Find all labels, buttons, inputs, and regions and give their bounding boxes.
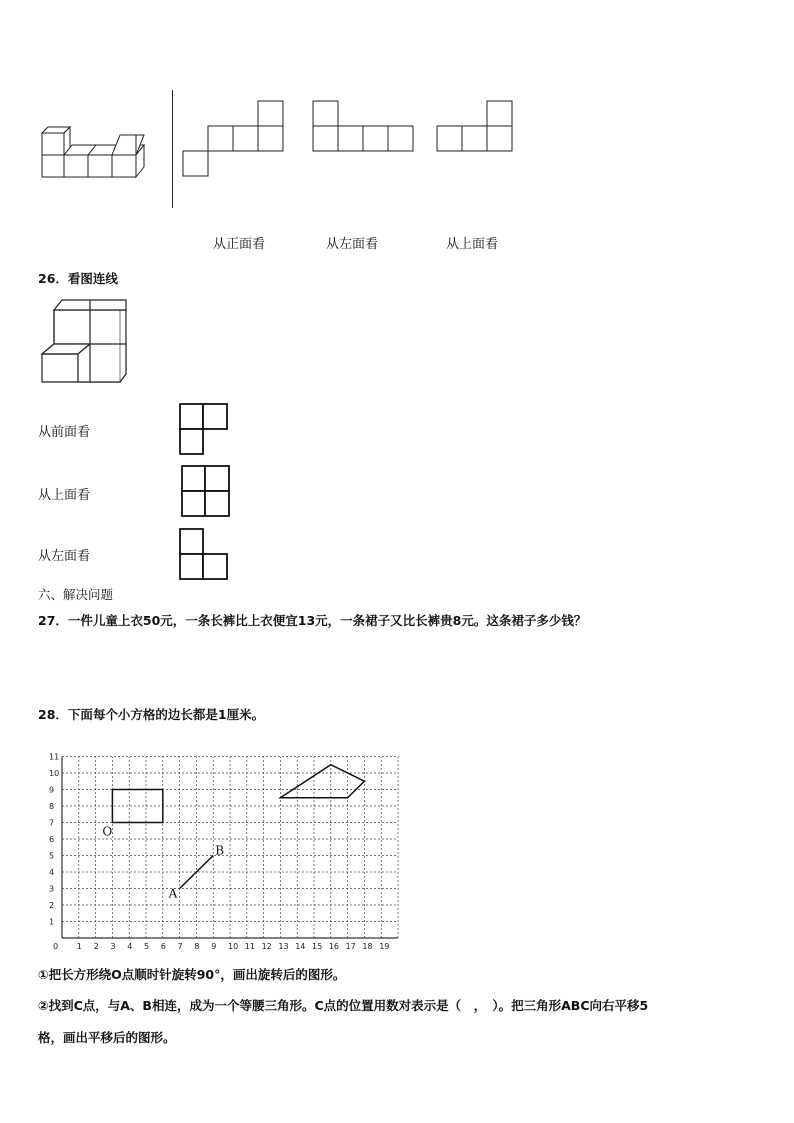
q26-label-top: 从上面看 <box>38 488 91 503</box>
q26-label-front: 从前面看 <box>38 425 91 440</box>
x-tick-label: 19 <box>379 942 390 951</box>
q26-view-top <box>182 466 232 518</box>
y-tick-label: 4 <box>49 868 55 877</box>
q26-view-left <box>180 529 230 581</box>
y-tick-label: 9 <box>49 785 55 795</box>
q25-view-front <box>183 101 283 177</box>
x-tick-label: 9 <box>211 942 217 951</box>
x-tick-label: 11 <box>244 942 255 951</box>
x-tick-label: 1 <box>76 942 82 951</box>
x-tick-label: 0 <box>53 942 59 951</box>
x-tick-label: 5 <box>144 942 150 951</box>
q26-view-front <box>180 404 230 456</box>
q25-view-left <box>313 101 413 153</box>
q28-sub1: ①把长方形绕O点顺时针旋转90°，画出旋转后的图形。 <box>38 967 346 982</box>
x-tick-label: 16 <box>328 942 339 951</box>
y-tick-label: 7 <box>49 818 55 828</box>
x-tick-label: 3 <box>110 942 116 951</box>
point-a-label: A <box>168 886 178 901</box>
q25-divider <box>172 90 173 208</box>
x-tick-label: 4 <box>127 942 133 951</box>
q25-label-front: 从正面看 <box>213 237 266 252</box>
x-tick-label: 6 <box>160 942 166 951</box>
x-tick-label: 17 <box>345 942 356 951</box>
x-tick-label: 18 <box>362 942 373 951</box>
q26-solid-figure <box>40 298 130 394</box>
x-tick-label: 15 <box>312 942 323 951</box>
q25-label-top: 从上面看 <box>446 237 499 252</box>
q25-solid-figure <box>40 125 160 185</box>
point-o-label: O <box>102 824 113 839</box>
q25-label-left: 从左面看 <box>326 237 379 252</box>
y-tick-label: 1 <box>49 917 55 927</box>
q28-grid <box>40 742 400 952</box>
section-title: 六、解决问题 <box>38 587 114 602</box>
y-tick-label: 8 <box>49 802 55 811</box>
x-tick-label: 8 <box>194 942 200 951</box>
y-tick-label: 2 <box>49 901 55 910</box>
x-tick-label: 12 <box>261 942 272 951</box>
q28-sub2-line1: ②找到C点，与A、B相连，成为一个等腰三角形。C点的位置用数对表示是（ ， ）。把三角形ABC向右平移5 <box>38 998 649 1013</box>
q26-title: 26．看图连线 <box>38 271 118 286</box>
y-tick-label: 3 <box>49 884 55 894</box>
q28-text: 28．下面每个小方格的边长都是1厘米。 <box>38 707 265 722</box>
q25-view-top <box>437 101 513 153</box>
quadrilateral-shape <box>280 765 364 798</box>
q28-sub2-line2: 格，画出平移后的图形。 <box>38 1030 176 1045</box>
x-tick-label: 2 <box>93 942 99 951</box>
y-tick-label: 6 <box>49 835 55 844</box>
q27-text: 27．一件儿童上衣50元，一条长裤比上衣便宜13元，一条裙子又比长裤贵8元。这条裙子多少钱？ <box>38 613 587 628</box>
x-tick-label: 7 <box>177 942 183 951</box>
x-tick-label: 10 <box>228 942 239 951</box>
q26-label-left: 从左面看 <box>38 549 91 564</box>
y-tick-label: 10 <box>49 769 60 778</box>
x-tick-label: 14 <box>295 942 306 951</box>
point-b-label: B <box>215 843 225 858</box>
y-tick-label: 11 <box>49 752 60 762</box>
y-tick-label: 5 <box>49 851 55 861</box>
x-tick-label: 13 <box>278 942 289 951</box>
